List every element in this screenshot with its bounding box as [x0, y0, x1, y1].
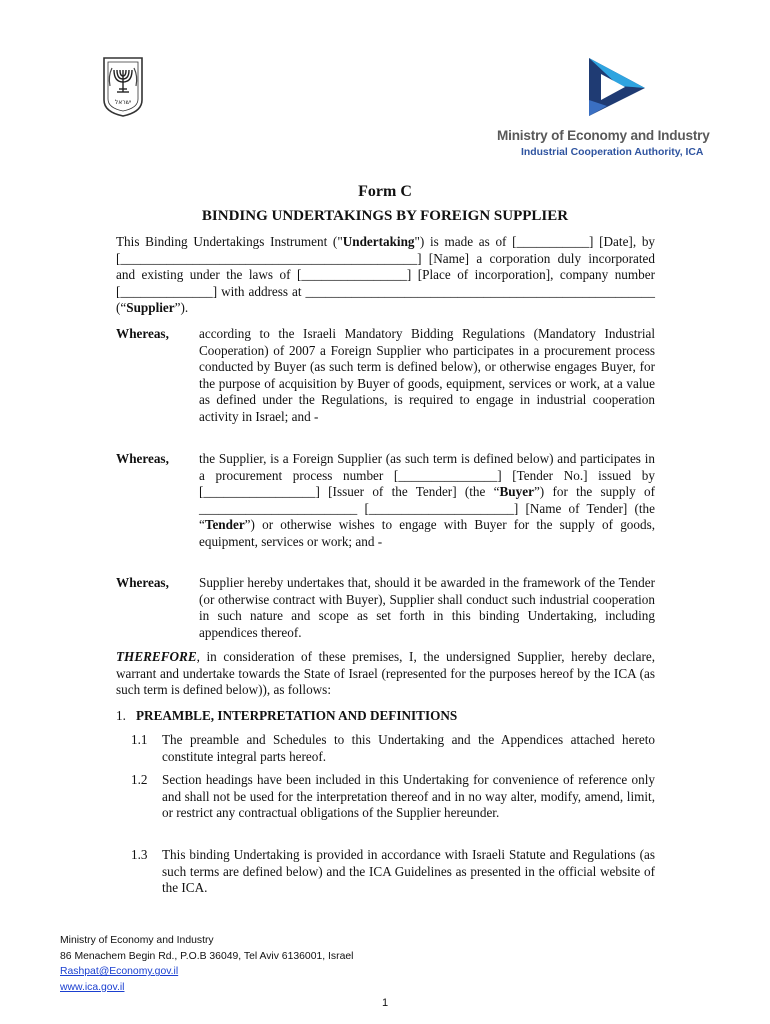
intro-text-2: ") is made as of [___________] [Date], by [_____________________________________________] [Name] a corporation duly incorporated and existing under the laws of [________________] [Place of incorporation], company number [______________] with address at _____________________________________________________ (“ — [116, 234, 656, 316]
footer-website-link[interactable]: www.ica.gov.il — [60, 981, 125, 993]
intro-paragraph — [116, 234, 655, 317]
emblem-text: ישראל — [114, 99, 132, 106]
whereas2-text-3: ”) or otherwise wishes to engage with Buyer for the supply of goods, equipment, services or work; and - — [199, 517, 655, 549]
section-1-title: PREAMBLE, INTERPRETATION AND DEFINITIONS — [136, 708, 458, 723]
footer-address: 86 Menachem Begin Rd., P.O.B 36049, Tel Aviv 6136001, Israel — [60, 950, 354, 962]
supplier-term: Supplier — [126, 300, 175, 316]
page-number: 1 — [381, 997, 389, 1009]
therefore-lead: THEREFORE — [116, 649, 197, 664]
section-1-heading — [116, 707, 457, 724]
document-title: BINDING UNDERTAKINGS BY FOREIGN SUPPLIER — [201, 208, 569, 224]
clause-number: 1.1 — [131, 732, 148, 747]
ica-logo-icon — [585, 56, 647, 118]
whereas-label-1: Whereas, — [116, 326, 169, 341]
therefore-text: , in consideration of these premises, I, the undersigned Supplier, hereby declare, warrant and undertake towards the State of Israel (represented for the purposes hereof by the ICA (as such term is defined below)), as follows: — [116, 649, 655, 698]
whereas2-text-2: ”) for the supply of ________________________ [______________________] [Name of Tender] (the “ — [199, 484, 655, 533]
intro-text-1: This Binding Undertakings Instrument (" — [116, 234, 343, 249]
whereas2-text-1: the Supplier, is a Foreign Supplier (as such term is defined below) and participates in a procurement process number [_______________] [Tender No.] issued by [_________________] [Issuer of the Tender] (the “ — [199, 451, 655, 500]
clause-text: Section headings have been included in this Undertaking for convenience of reference only and shall not be used for the interpretation thereof and in no way alter, modify, amend, limit, or restrict any contractual obligations of the Supplier hereunder. — [162, 772, 655, 821]
buyer-term: Buyer — [499, 484, 534, 500]
clause-text: This binding Undertaking is provided in accordance with Israeli Statute and Regulations (as such terms are defined below) and the ICA Guidelines as presented in the official website of the ICA. — [162, 847, 655, 896]
clause-text: The preamble and Schedules to this Undertaking and the Appendices attached hereto constitute integral parts hereof. — [162, 732, 655, 764]
section-1-number: 1. — [116, 708, 126, 723]
whereas-clause-3: Supplier hereby undertakes that, should it be awarded in the framework of the Tender (or otherwise contract with Buyer), Supplier shall conduct such industrial cooperation in such nature and scope as set forth in this binding Undertaking, including appendices thereof. — [199, 575, 655, 640]
state-emblem-icon — [100, 56, 146, 118]
tender-term: Tender — [204, 517, 245, 533]
whereas-label-2: Whereas, — [116, 451, 169, 466]
authority-name: Industrial Cooperation Authority, ICA — [521, 147, 704, 158]
whereas-label-3: Whereas, — [116, 575, 169, 590]
whereas-clause-1: according to the Israeli Mandatory Bidding Regulations (Mandatory Industrial Cooperation) of 2007 a Foreign Supplier who participates in a procurement process conducted by Buyer (as such term is defined below), or otherwise engages Buyer, for the purpose of acquisition by Buyer of goods, equipment, services or work, at a value as defined under the Regulations, is required to engage in industrial cooperation activity in Israel; and - — [199, 326, 655, 424]
whereas-clause-2 — [199, 451, 655, 551]
therefore-paragraph — [116, 649, 655, 699]
page-footer — [60, 933, 353, 995]
footer-email-link[interactable]: Rashpat@Economy.gov.il — [60, 966, 179, 978]
form-title: Form C — [358, 183, 412, 200]
intro-text-3: ”). — [174, 300, 189, 316]
clause-number: 1.2 — [131, 772, 148, 787]
footer-ministry: Ministry of Economy and Industry — [60, 935, 214, 946]
ministry-name: Ministry of Economy and Industry — [497, 128, 710, 143]
clause-number: 1.3 — [131, 847, 148, 862]
undertaking-term: Undertaking — [342, 234, 415, 249]
